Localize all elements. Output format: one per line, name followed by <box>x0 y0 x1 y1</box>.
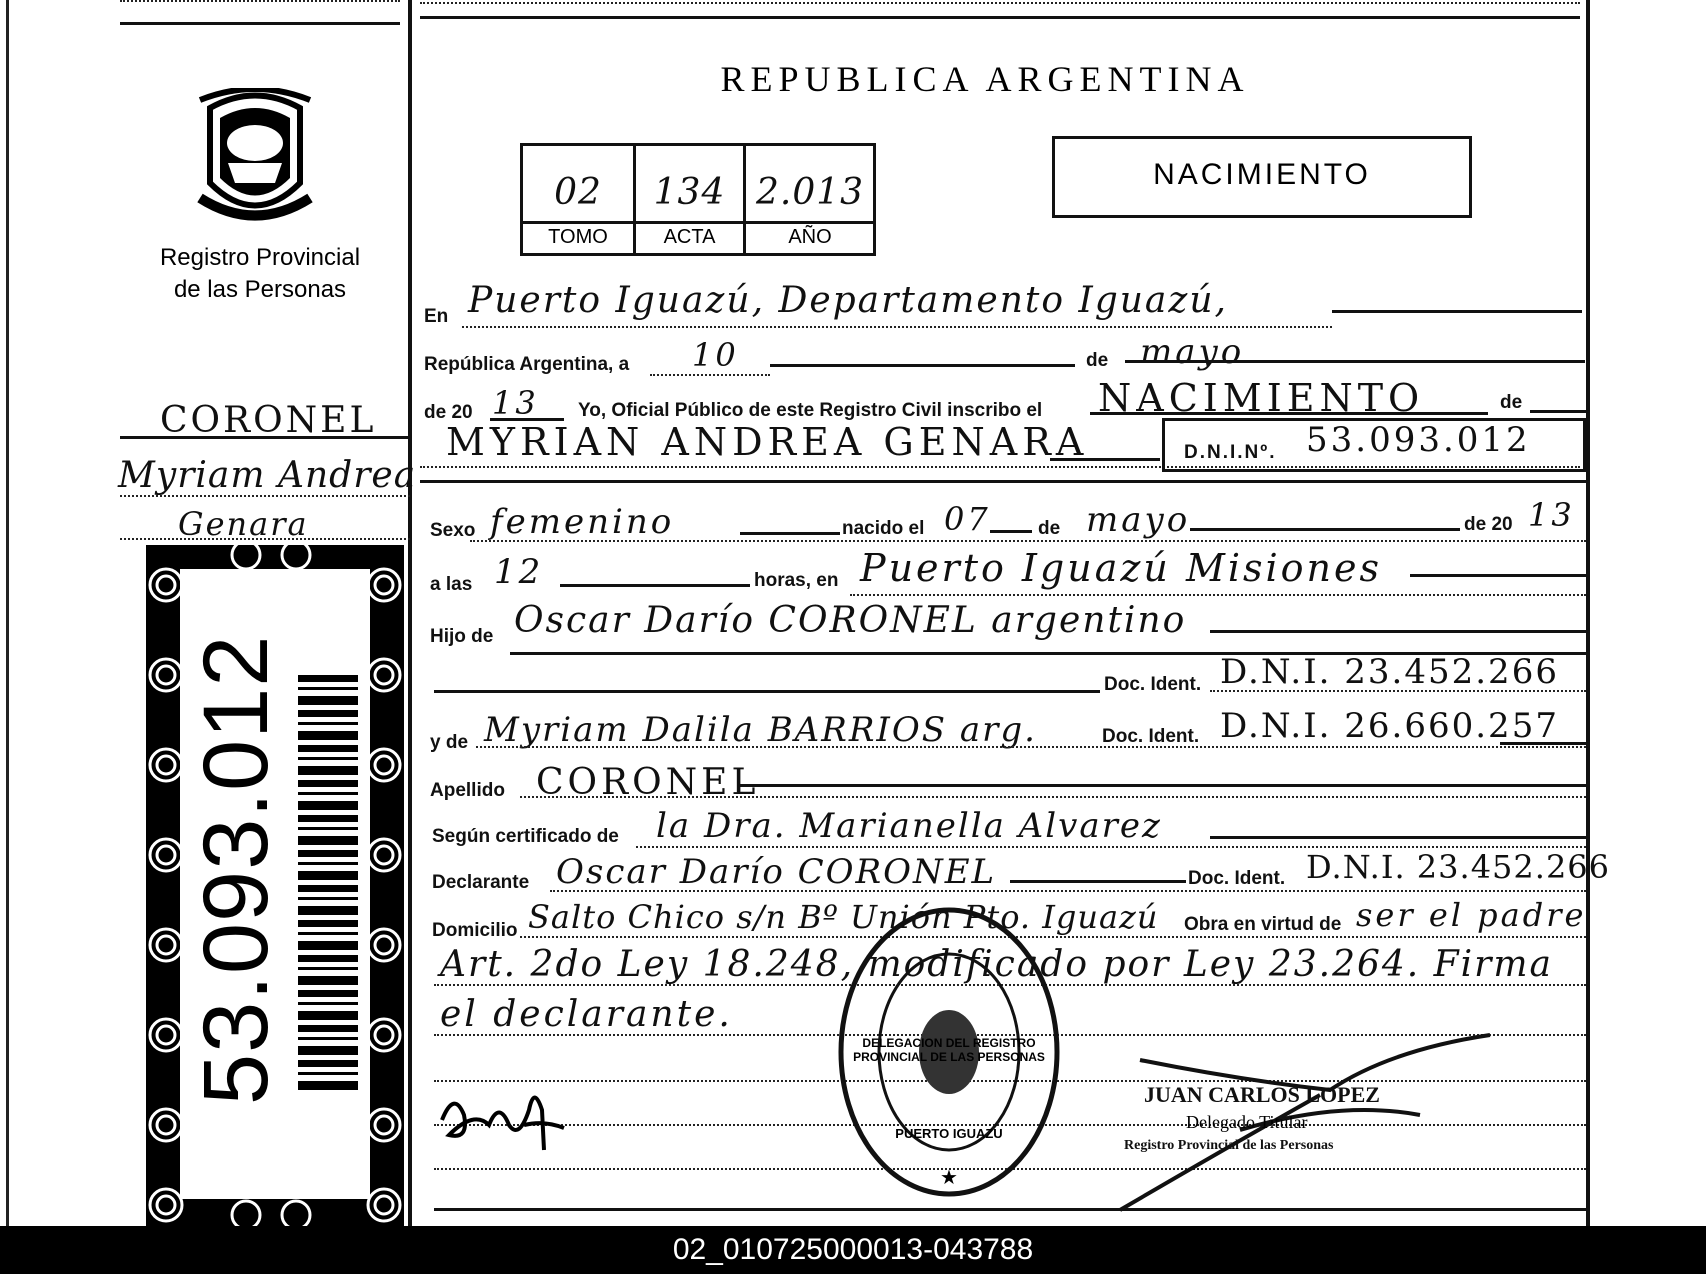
field-notes-line1: Art. 2do Ley 18.248, modificado por Ley 23.264. Firma <box>440 944 1553 985</box>
line-month <box>1125 360 1585 363</box>
registry-office-line1: Registro Provincial <box>159 244 361 271</box>
anio-value: 2.013 <box>755 172 865 213</box>
tomo-label: TOMO <box>548 226 608 248</box>
line-de-2 <box>1530 410 1586 413</box>
line-birth-month <box>1190 528 1460 531</box>
field-event: NACIMIENTO <box>1098 376 1425 420</box>
line-declarant <box>1010 880 1186 883</box>
field-declarant-doc: D.N.I. 23.452.266 <box>1306 848 1611 886</box>
label-hijo-de: Hijo de <box>430 626 494 647</box>
margin-dots-1 <box>120 495 410 497</box>
record-id-label-rule <box>520 221 876 224</box>
acta-label: ACTA <box>663 226 716 248</box>
line-sexo-dots <box>470 540 1586 542</box>
line-place-dots <box>462 326 1332 328</box>
field-place: Puerto Iguazú, Departamento Iguazú, <box>468 280 1228 321</box>
label-a-las: a las <box>430 574 473 595</box>
official-office: Registro Provincial de las Personas <box>1124 1138 1334 1153</box>
stamp-city: PUERTO IGUAZU <box>895 1126 1003 1141</box>
label-domicilio: Domicilio <box>432 920 518 941</box>
line-sex <box>740 532 840 535</box>
barcode <box>298 675 358 1095</box>
declarant-signature <box>434 1080 574 1160</box>
registry-office-line2: de las Personas <box>173 276 347 303</box>
field-virtue-of: ser el padre <box>1356 896 1587 934</box>
top-dotted-line-left <box>120 0 400 2</box>
top-rule-left <box>120 22 400 25</box>
tomo-value: 02 <box>554 172 602 213</box>
anio-label: AÑO <box>788 226 832 248</box>
line-certificate <box>1210 836 1586 839</box>
label-de-1: de <box>1086 350 1109 371</box>
label-de-20: de 20 <box>424 402 473 423</box>
label-yo-oficial: Yo, Oficial Público de este Registro Civil inscribo el <box>578 400 1043 421</box>
field-surname: CORONEL <box>536 762 760 803</box>
record-type-label: NACIMIENTO <box>1153 158 1371 191</box>
label-en: En <box>424 306 449 327</box>
field-hour: 12 <box>494 552 544 592</box>
official-stamp <box>834 904 1064 1200</box>
official-title: Delegado Titular <box>1186 1112 1308 1132</box>
line-surname-dots <box>520 796 1586 798</box>
label-doc-ident-3: Doc. Ident. <box>1188 868 1286 889</box>
dni-sticker <box>146 545 404 1226</box>
line-day-dots <box>650 374 770 376</box>
field-sex: femenino <box>490 502 675 542</box>
line-mother <box>1500 742 1586 745</box>
line-event <box>1090 412 1488 415</box>
margin-surname: CORONEL <box>160 400 377 441</box>
field-day: 10 <box>692 336 739 374</box>
field-birth-year-suffix: 13 <box>1528 496 1575 534</box>
dni-sticker-number: 53.093.012 <box>185 634 287 1105</box>
field-year-suffix: 13 <box>492 384 539 422</box>
field-notes-line2: el declarante. <box>440 994 733 1035</box>
label-doc-ident-1: Doc. Ident. <box>1104 674 1202 695</box>
line-day <box>770 364 1075 367</box>
field-full-name: MYRIAN ANDREA GENARA <box>446 420 1089 464</box>
label-declarante: Declarante <box>432 872 530 893</box>
field-birth-place: Puerto Iguazú Misiones <box>860 546 1383 590</box>
line-father-doc <box>1210 690 1586 692</box>
label-de-3: de <box>1038 518 1061 539</box>
margin-surname-underline <box>120 436 410 439</box>
field-mother-doc: D.N.I. 26.660.257 <box>1220 706 1559 746</box>
line-full-name <box>1050 458 1160 461</box>
misiones-coat-of-arms-icon <box>190 88 320 228</box>
line-birth-day <box>990 530 1032 533</box>
top-dotted-line-right <box>420 2 1580 4</box>
line-declarant-dots <box>550 890 1586 892</box>
label-doc-ident-2: Doc. Ident. <box>1102 726 1200 747</box>
line-mother-dots <box>476 746 1586 748</box>
label-republica-a: República Argentina, a <box>424 354 630 375</box>
label-apellido: Apellido <box>430 780 505 801</box>
line-section-rule <box>420 480 1586 483</box>
svg-text:★: ★ <box>940 1165 958 1189</box>
line-birth-place <box>1410 574 1586 577</box>
field-father: Oscar Darío CORONEL argentino <box>514 600 1187 641</box>
margin-given-names-line1: Myriam Andrea <box>118 455 417 496</box>
field-address: Salto Chico s/n Bº Unión Pto. Iguazú <box>528 898 1159 936</box>
right-border <box>1586 0 1590 1226</box>
line-father-doc-lead <box>434 690 1100 693</box>
label-segun: Según certificado de <box>432 826 619 847</box>
field-month: mayo <box>1140 332 1245 372</box>
field-birth-month: mayo <box>1086 500 1191 540</box>
label-dni-no: D.N.I.Nº. <box>1184 442 1277 463</box>
line-birth-place-dots <box>850 594 1586 596</box>
stamp-text: DELEGACION DEL REGISTRO PROVINCIAL DE LAS PERSONAS <box>853 1036 1045 1064</box>
line-place <box>1332 310 1582 313</box>
column-divider <box>408 0 412 1226</box>
line-father-1 <box>1210 630 1586 633</box>
label-nacido-el: nacido el <box>842 518 925 539</box>
field-dni: 53.093.012 <box>1306 420 1531 460</box>
label-horas-en: horas, en <box>754 570 839 591</box>
margin-dots-2 <box>120 538 410 540</box>
label-y-de: y de <box>430 732 469 753</box>
official-name: JUAN CARLOS LOPEZ <box>1144 1082 1380 1107</box>
field-certificate-by: la Dra. Marianella Alvarez <box>656 806 1162 846</box>
line-hour <box>560 584 750 587</box>
line-surname <box>740 784 1586 787</box>
margin-given-names-line2: Genara <box>178 505 309 543</box>
field-birth-day: 07 <box>944 500 991 538</box>
label-sexo: Sexo <box>430 520 476 541</box>
label-de-2: de <box>1500 392 1523 413</box>
country-title: REPUBLICA ARGENTINA <box>720 59 1250 99</box>
field-declarant: Oscar Darío CORONEL <box>556 852 997 892</box>
field-mother: Myriam Dalila BARRIOS arg. <box>484 710 1037 750</box>
label-obra-virtud: Obra en virtud de <box>1184 914 1342 935</box>
top-rule-right <box>420 16 1580 19</box>
label-de-20b: de 20 <box>1464 514 1513 535</box>
acta-value: 134 <box>653 172 726 213</box>
left-binding-edge <box>6 0 9 1226</box>
field-father-doc: D.N.I. 23.452.266 <box>1220 652 1559 692</box>
document-code-bar: 02_010725000013-043788 <box>0 1226 1706 1274</box>
